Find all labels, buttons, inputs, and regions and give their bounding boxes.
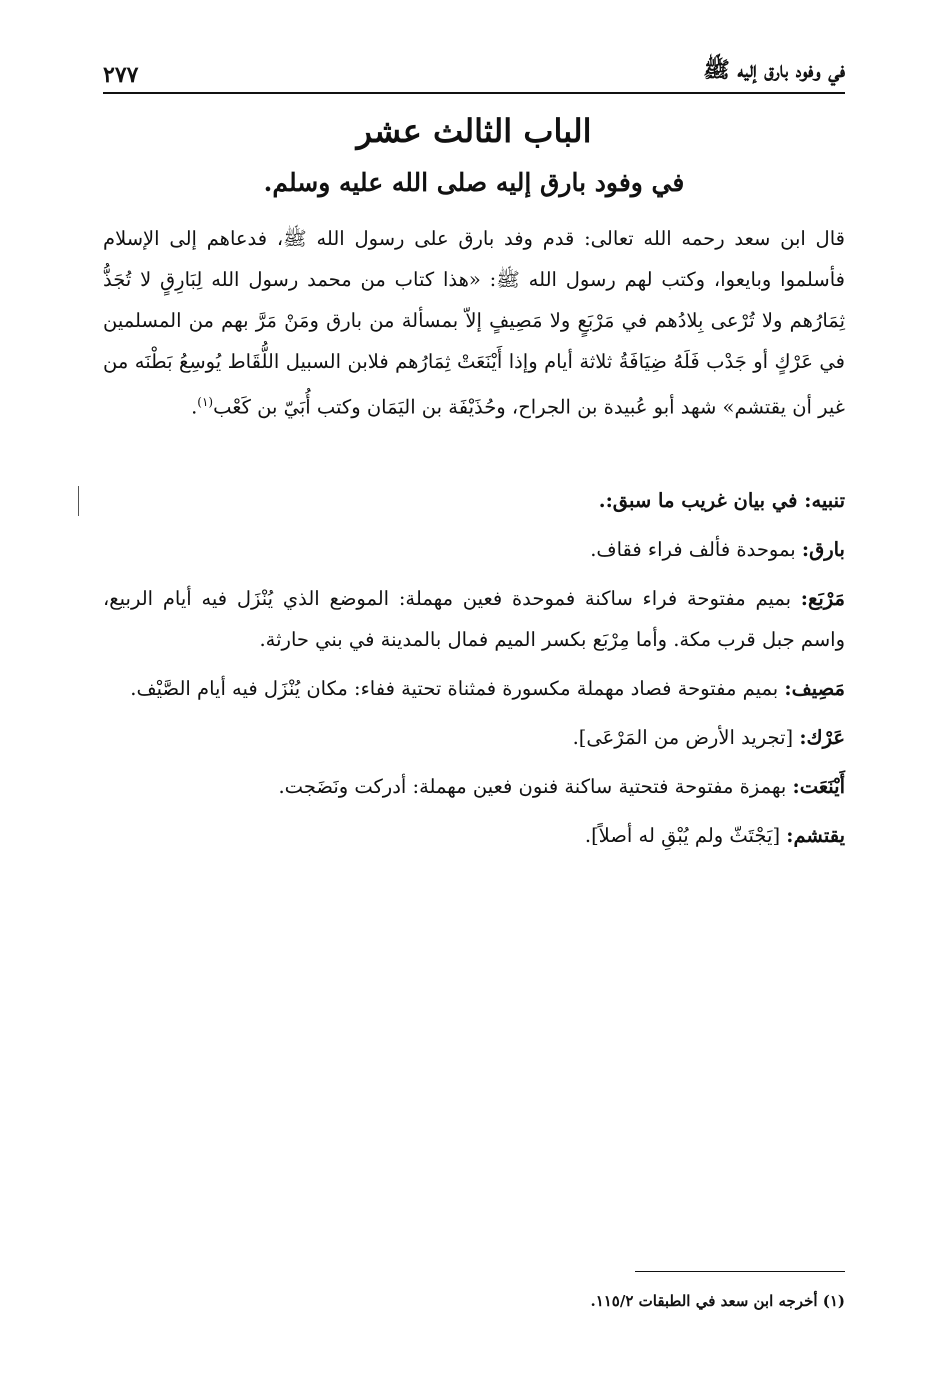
note-item	[103, 766, 845, 807]
note-definition: بميم مفتوحة فراء ساكنة فموحدة فعين مهملة: الموضع الذي يُنْزَل فيه أيام الربيع، واسم جبل قرب مكة. وأما مِرْبَع بكسر الميم فمال بالمدينة في بني حارثة.	[103, 587, 845, 651]
note-definition: بميم مفتوحة فصاد مهملة مكسورة فمثناة تحتية ففاء: مكان يُنْزَل فيه أيام الصَّيْف.	[130, 677, 785, 700]
paragraph-body: قال ابن سعد رحمه الله تعالى: قدم وفد بارق على رسول الله ﷺ، فدعاهم إلى الإسلام فأسلموا وبايعوا، وكتب لهم رسول الله ﷺ: «هذا كتاب من محمد رسول الله لِبَارِقٍ لا تُجَذُّ ثِمَارُهم ولا تُرْعى بِلادُهم في مَرْبَعٍ ولا مَصِيفٍ إلاّ بمسألة من بارق ومَنْ مَرَّ بهم من المسلمين في عَرْكٍ أو جَدْب فَلَهُ ضِيَافَةُ ثلاثة أيام وإذا أَيْنَعَتْ ثِمَارُهم فلابن السبيل اللُّقَاط يُوسِعُ بَطْنَه من غير أن يقتشم» شهد أبو عُبيدة بن الجراح، وحُذَيْفَة بن اليَمَان وكتب أُبَيّ بن كَعْب	[103, 227, 845, 419]
footnote: (١) أخرجه ابن سعد في الطبقات ١١٥/٢.	[590, 1292, 845, 1310]
note-item	[103, 578, 845, 660]
note-item	[103, 529, 845, 570]
note-term: عَرْك:	[799, 726, 845, 749]
note-term: مَصِيف:	[784, 677, 845, 700]
note-term: مَرْبَع:	[800, 587, 845, 610]
note-definition: بموحدة فألف فراء فقاف.	[590, 538, 802, 561]
note-item	[103, 815, 845, 856]
main-paragraph	[103, 218, 845, 428]
notes-heading: تنبيه: في بيان غريب ما سبق:.	[598, 489, 845, 512]
chapter-title: الباب الثالث عشر	[356, 112, 592, 150]
glossary-notes	[103, 480, 845, 864]
note-item	[103, 717, 845, 758]
note-term: أَيْنَعَت:	[792, 775, 845, 798]
paragraph-text: قال ابن سعد رحمه الله تعالى: قدم وفد بارق على رسول الله ﷺ، فدعاهم إلى الإسلام فأسلموا وبايعوا، وكتب لهم رسول الله ﷺ: «هذا كتاب من محمد رسول الله لِبَارِقٍ لا تُجَذُّ ثِمَارُهم ولا تُرْعى بِلادُهم في مَرْبَعٍ ولا مَصِيفٍ إلاّ بمسألة من بارق ومَنْ مَرَّ بهم من المسلمين في عَرْكٍ أو جَدْب فَلَهُ ضِيَافَةُ ثلاثة أيام وإذا أَيْنَعَتْ ثِمَارُهم فلابن السبيل اللُّقَاط يُوسِعُ بَطْنَه من غير أن يقتشم» شهد أبو عُبيدة بن الجراح، وحُذَيْفَة بن اليَمَان وكتب أُبَيّ بن كَعْب$^{(١)}$.	[103, 227, 845, 419]
page-number: ٢٧٧	[103, 62, 139, 88]
running-header	[103, 58, 845, 94]
footnote-reference: (١)	[197, 395, 214, 409]
header-title: في وفود بارق إليه ﷺ	[703, 57, 845, 83]
note-term: يقتشم:	[786, 824, 845, 847]
note-item	[103, 668, 845, 709]
margin-mark	[78, 486, 79, 516]
footnote-separator	[635, 1271, 845, 1272]
note-definition: [يَجْتَثّ ولم يُبْقِ له أصلاً].	[584, 824, 787, 847]
note-definition: بهمزة مفتوحة فتحتية ساكنة فنون فعين مهملة: أدركت ونَضَجت.	[278, 775, 793, 798]
chapter-subtitle: في وفود بارق إليه صلى الله عليه وسلم.	[263, 168, 685, 197]
note-term: بارق:	[801, 538, 845, 561]
note-definition: [تجريد الأرض من المَرْعَى].	[572, 726, 800, 749]
